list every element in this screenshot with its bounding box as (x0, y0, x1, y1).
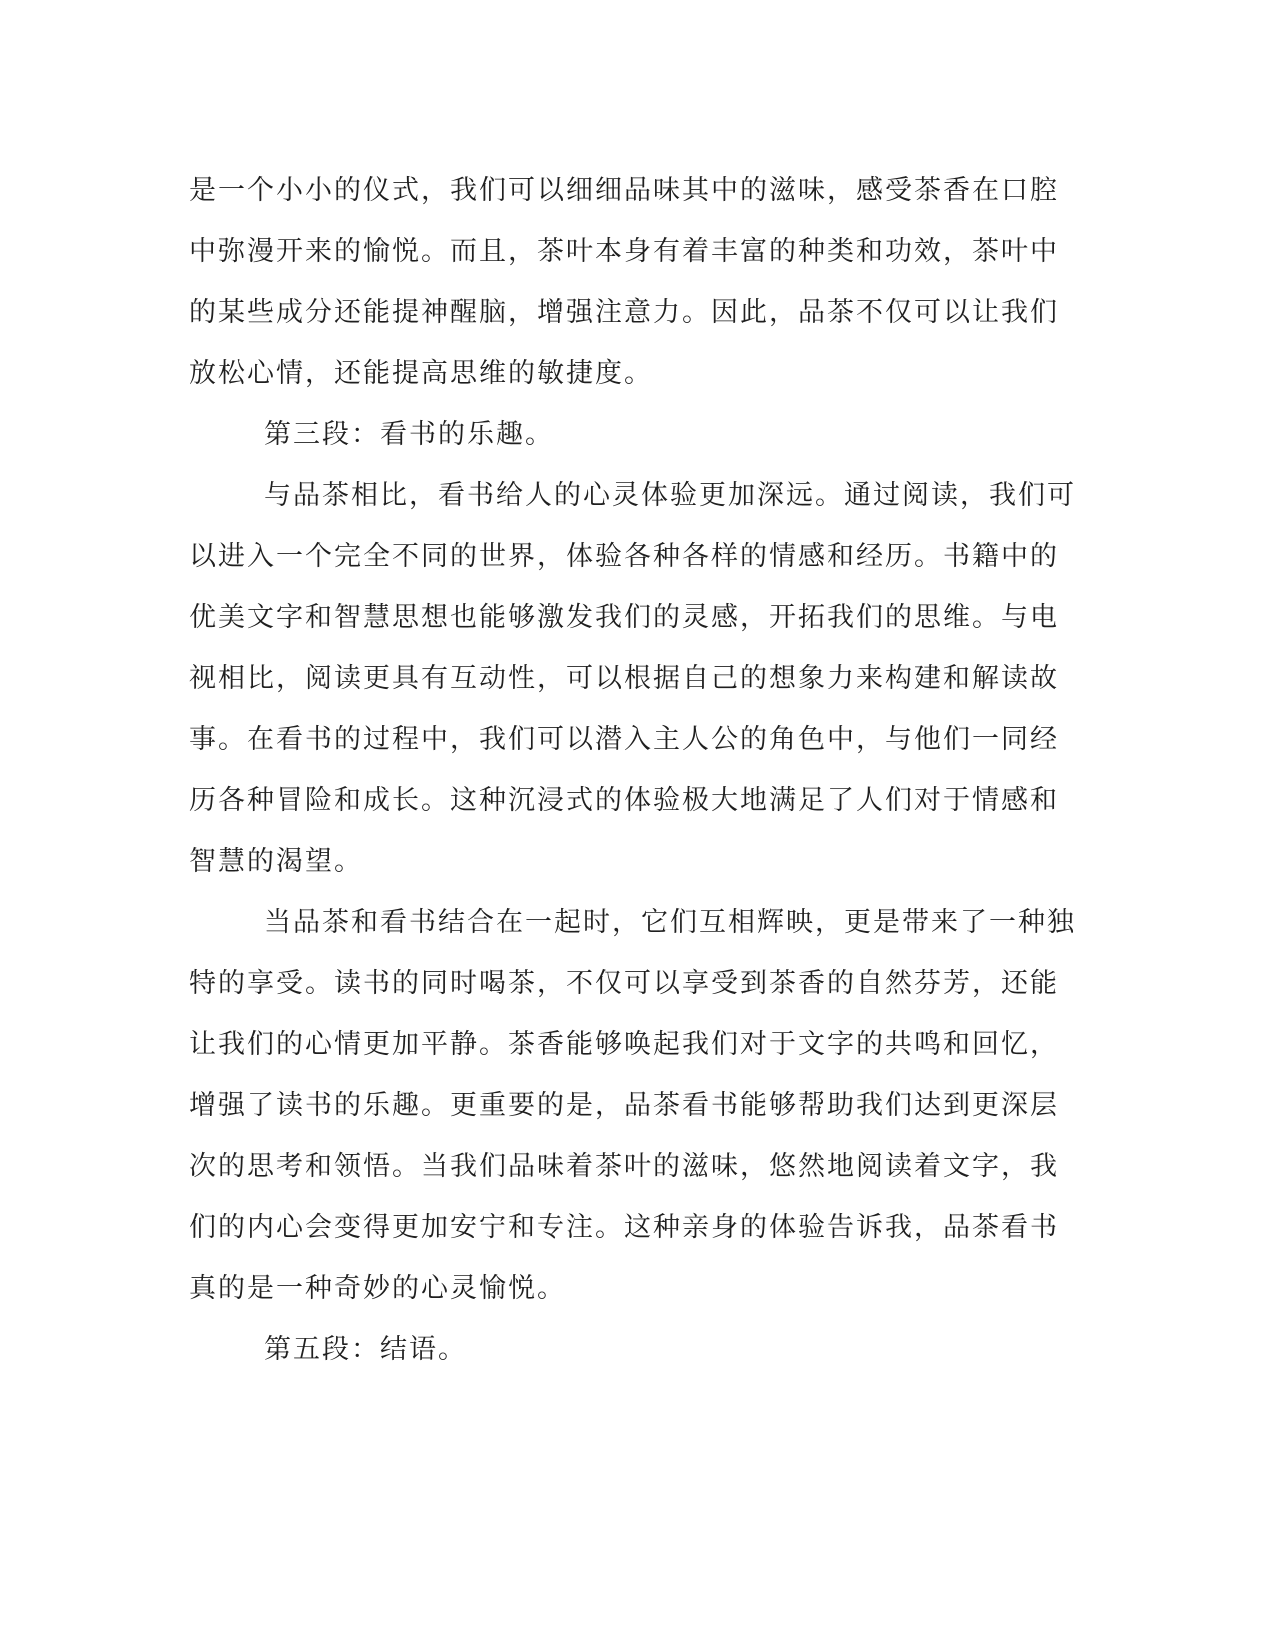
text-line: 次的思考和领悟。当我们品味着茶叶的滋味，悠然地阅读着文字，我 (189, 1151, 1059, 1182)
document-body (189, 160, 1089, 1380)
text-line: 视相比，阅读更具有互动性，可以根据自己的想象力来构建和解读故 (189, 663, 1059, 694)
text-line: 是一个小小的仪式，我们可以细细品味其中的滋味，感受茶香在口腔 (189, 175, 1059, 206)
section-heading-three: 第三段：看书的乐趣。 (264, 419, 554, 450)
text-line: 优美文字和智慧思想也能够激发我们的灵感，开拓我们的思维。与电 (189, 602, 1059, 633)
text-line: 以进入一个完全不同的世界，体验各种各样的情感和经历。书籍中的 (189, 541, 1059, 572)
text-line: 与品茶相比，看书给人的心灵体验更加深远。通过阅读，我们可 (264, 480, 1076, 511)
text-line: 事。在看书的过程中，我们可以潜入主人公的角色中，与他们一同经 (189, 724, 1059, 755)
text-line: 让我们的心情更加平静。茶香能够唤起我们对于文字的共鸣和回忆， (189, 1029, 1059, 1060)
section-heading-five: 第五段：结语。 (264, 1334, 467, 1365)
text-line: 中弥漫开来的愉悦。而且，茶叶本身有着丰富的种类和功效，茶叶中 (189, 236, 1059, 267)
text-line: 们的内心会变得更加安宁和专注。这种亲身的体验告诉我，品茶看书 (189, 1212, 1059, 1243)
text-line: 真的是一种奇妙的心灵愉悦。 (189, 1273, 566, 1304)
text-line: 智慧的渴望。 (189, 846, 363, 877)
text-line: 特的享受。读书的同时喝茶，不仅可以享受到茶香的自然芬芳，还能 (189, 968, 1059, 999)
text-line: 的某些成分还能提神醒脑，增强注意力。因此，品茶不仅可以让我们 (189, 297, 1059, 328)
text-line: 增强了读书的乐趣。更重要的是，品茶看书能够帮助我们达到更深层 (189, 1090, 1059, 1121)
text-line: 当品茶和看书结合在一起时，它们互相辉映，更是带来了一种独 (264, 907, 1076, 938)
text-line: 历各种冒险和成长。这种沉浸式的体验极大地满足了人们对于情感和 (189, 785, 1059, 816)
text-line: 放松心情，还能提高思维的敏捷度。 (189, 358, 653, 389)
